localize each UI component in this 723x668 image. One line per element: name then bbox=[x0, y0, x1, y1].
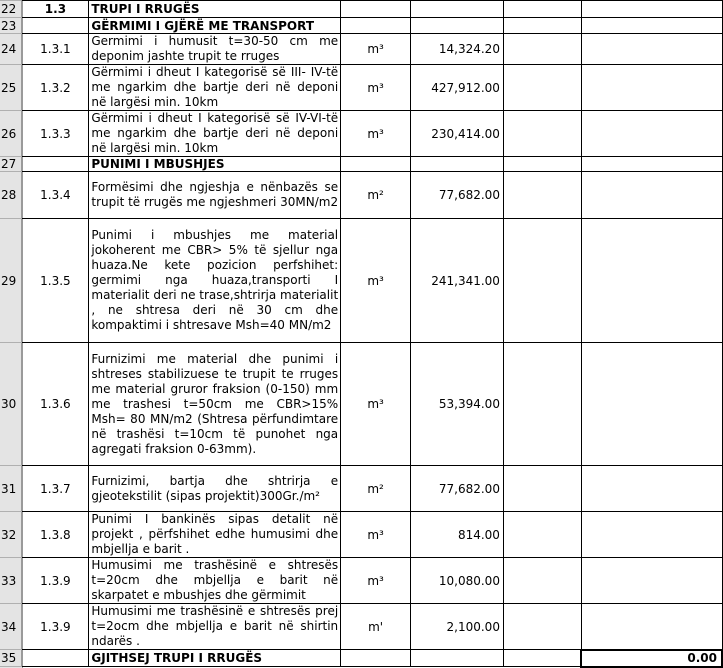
table-row bbox=[0, 1, 722, 18]
row-number[interactable]: 23 bbox=[0, 18, 22, 34]
item-quantity[interactable]: 77,682.00 bbox=[411, 466, 504, 512]
table-row bbox=[0, 34, 722, 65]
amount-cell[interactable] bbox=[581, 604, 722, 650]
row-number[interactable]: 29 bbox=[0, 219, 22, 343]
cell[interactable] bbox=[341, 650, 411, 667]
item-description[interactable]: Gërmimi i dheut I kategorisë së III- IV-të me ngarkim dhe bartje deri në deponi në largësi min. 10km bbox=[89, 65, 341, 111]
unit-price-cell[interactable] bbox=[503, 172, 581, 219]
unit-price-cell[interactable] bbox=[503, 466, 581, 512]
table-row bbox=[0, 65, 722, 111]
table-row bbox=[0, 343, 722, 466]
table-row bbox=[0, 219, 722, 343]
row-number[interactable]: 34 bbox=[0, 604, 22, 650]
subsection-title[interactable]: PUNIMI I MBUSHJES bbox=[89, 157, 341, 172]
item-quantity[interactable]: 241,341.00 bbox=[411, 219, 504, 343]
item-code[interactable]: 1.3.7 bbox=[22, 466, 89, 512]
cell[interactable] bbox=[503, 1, 581, 18]
cell[interactable] bbox=[411, 157, 504, 172]
unit-price-cell[interactable] bbox=[503, 65, 581, 111]
item-description[interactable]: Humusimi me trashësinë e shtresës t=20cm dhe mbjellja e barit në skarpatet e mbushjes dhe gërmimit bbox=[89, 558, 341, 604]
item-description[interactable]: Humusimi me trashësinë e shtresës prej t=2ocm dhe mbjellja e barit në shirtin ndarës . bbox=[89, 604, 341, 650]
item-quantity[interactable]: 10,080.00 bbox=[411, 558, 504, 604]
amount-cell[interactable] bbox=[581, 172, 722, 219]
amount-cell[interactable] bbox=[581, 111, 722, 157]
item-quantity[interactable]: 53,394.00 bbox=[411, 343, 504, 466]
cell[interactable] bbox=[581, 1, 722, 18]
table-row bbox=[0, 650, 722, 667]
item-unit[interactable]: m² bbox=[341, 466, 411, 512]
item-description[interactable]: Furnizimi me material dhe punimi i shtreses stabilizuese te trupit te rruges me material gruror fraksion (0-150) mm me trashesi t=50cm me CBR>15% Msh= 80 MN/m2 (Shtresa përfundimtare në trashësi t=10cm të punohet nga agregati fraksion 0-63mm). bbox=[89, 343, 341, 466]
table-row bbox=[0, 157, 722, 172]
cell[interactable] bbox=[22, 157, 89, 172]
unit-price-cell[interactable] bbox=[503, 219, 581, 343]
amount-cell[interactable] bbox=[581, 34, 722, 65]
cell[interactable] bbox=[22, 18, 89, 34]
cell[interactable] bbox=[581, 157, 722, 172]
row-number[interactable]: 35 bbox=[0, 650, 22, 667]
table-row bbox=[0, 18, 722, 34]
item-unit[interactable]: m' bbox=[341, 604, 411, 650]
cell[interactable] bbox=[503, 157, 581, 172]
table-row bbox=[0, 512, 722, 558]
item-quantity[interactable]: 77,682.00 bbox=[411, 172, 504, 219]
total-label[interactable]: GJITHSEJ TRUPI I RRUGËS bbox=[89, 650, 341, 667]
item-quantity[interactable]: 427,912.00 bbox=[411, 65, 504, 111]
item-description[interactable]: Germimi i humusit t=30-50 cm me deponim jashte trupit te rruges bbox=[89, 34, 341, 65]
item-code[interactable]: 1.3.3 bbox=[22, 111, 89, 157]
table-row bbox=[0, 466, 722, 512]
item-quantity[interactable]: 14,324.20 bbox=[411, 34, 504, 65]
item-code[interactable]: 1.3.2 bbox=[22, 65, 89, 111]
total-value[interactable]: 0.00 bbox=[581, 650, 722, 667]
amount-cell[interactable] bbox=[581, 65, 722, 111]
section-code[interactable]: 1.3 bbox=[22, 1, 89, 18]
cell[interactable] bbox=[581, 18, 722, 34]
item-description[interactable]: Furnizimi, bartja dhe shtrirja e gjeotekstilit (sipas projektit)300Gr./m² bbox=[89, 466, 341, 512]
cell[interactable] bbox=[341, 1, 411, 18]
item-description[interactable]: Formësimi dhe ngjeshja e nënbazës se trupit të rrugës me ngjeshmeri 30MN/m2 bbox=[89, 172, 341, 219]
item-unit[interactable]: m³ bbox=[341, 558, 411, 604]
item-unit[interactable]: m³ bbox=[341, 34, 411, 65]
amount-cell[interactable] bbox=[581, 343, 722, 466]
table-row bbox=[0, 558, 722, 604]
amount-cell[interactable] bbox=[581, 219, 722, 343]
item-code[interactable]: 1.3.4 bbox=[22, 172, 89, 219]
item-unit[interactable]: m³ bbox=[341, 65, 411, 111]
row-number[interactable]: 31 bbox=[0, 466, 22, 512]
cell[interactable] bbox=[503, 18, 581, 34]
amount-cell[interactable] bbox=[581, 466, 722, 512]
item-code[interactable]: 1.3.9 bbox=[22, 604, 89, 650]
cell[interactable] bbox=[22, 650, 89, 667]
item-unit[interactable]: m³ bbox=[341, 219, 411, 343]
cell[interactable] bbox=[341, 157, 411, 172]
item-quantity[interactable]: 230,414.00 bbox=[411, 111, 504, 157]
unit-price-cell[interactable] bbox=[503, 604, 581, 650]
row-number[interactable]: 27 bbox=[0, 157, 22, 172]
item-description[interactable]: Punimi I bankinës sipas detalit në projekt , përfshihet edhe humusimi dhe mbjellja e barit . bbox=[89, 512, 341, 558]
row-number[interactable]: 25 bbox=[0, 65, 22, 111]
item-unit[interactable]: m³ bbox=[341, 111, 411, 157]
unit-price-cell[interactable] bbox=[503, 343, 581, 466]
table-row bbox=[0, 172, 722, 219]
row-number[interactable]: 33 bbox=[0, 558, 22, 604]
unit-price-cell[interactable] bbox=[503, 111, 581, 157]
item-unit[interactable]: m³ bbox=[341, 512, 411, 558]
item-code[interactable]: 1.3.9 bbox=[22, 558, 89, 604]
item-quantity[interactable]: 814.00 bbox=[411, 512, 504, 558]
cell[interactable] bbox=[411, 18, 504, 34]
item-code[interactable]: 1.3.5 bbox=[22, 219, 89, 343]
unit-price-cell[interactable] bbox=[503, 558, 581, 604]
row-number[interactable]: 24 bbox=[0, 34, 22, 65]
table-row bbox=[0, 604, 722, 650]
cell[interactable] bbox=[411, 650, 504, 667]
item-unit[interactable]: m² bbox=[341, 172, 411, 219]
amount-cell[interactable] bbox=[581, 512, 722, 558]
row-number[interactable]: 30 bbox=[0, 343, 22, 466]
row-number[interactable]: 32 bbox=[0, 512, 22, 558]
row-number[interactable]: 22 bbox=[0, 1, 22, 18]
table-row bbox=[0, 111, 722, 157]
item-code[interactable]: 1.3.1 bbox=[22, 34, 89, 65]
section-title[interactable]: TRUPI I RRUGËS bbox=[89, 1, 341, 18]
unit-price-cell[interactable] bbox=[503, 34, 581, 65]
subsection-title[interactable]: GËRMIMI I GJËRË ME TRANSPORT bbox=[89, 18, 341, 34]
row-number[interactable]: 26 bbox=[0, 111, 22, 157]
row-number[interactable]: 28 bbox=[0, 172, 22, 219]
item-code[interactable]: 1.3.8 bbox=[22, 512, 89, 558]
unit-price-cell[interactable] bbox=[503, 512, 581, 558]
amount-cell[interactable] bbox=[581, 558, 722, 604]
item-description[interactable]: Punimi i mbushjes me material jokoherent me CBR> 5% të sjellur nga huaza.Ne kete pozicion perfshihet: germimi nga huaza,transporti I materialit deri ne trase,shtrirja materialit , ne shtresa deri në 30 cm dhe kompaktimi i shtresave Msh=40 MN/m2 bbox=[89, 219, 341, 343]
item-quantity[interactable]: 2,100.00 bbox=[411, 604, 504, 650]
item-description[interactable]: Gërmimi i dheut I kategorisë së IV-VI-të me ngarkim dhe bartje deri në deponi në largësi min. 10km bbox=[89, 111, 341, 157]
cell[interactable] bbox=[411, 1, 504, 18]
item-unit[interactable]: m³ bbox=[341, 343, 411, 466]
cell[interactable] bbox=[503, 650, 581, 667]
item-code[interactable]: 1.3.6 bbox=[22, 343, 89, 466]
cell[interactable] bbox=[341, 18, 411, 34]
